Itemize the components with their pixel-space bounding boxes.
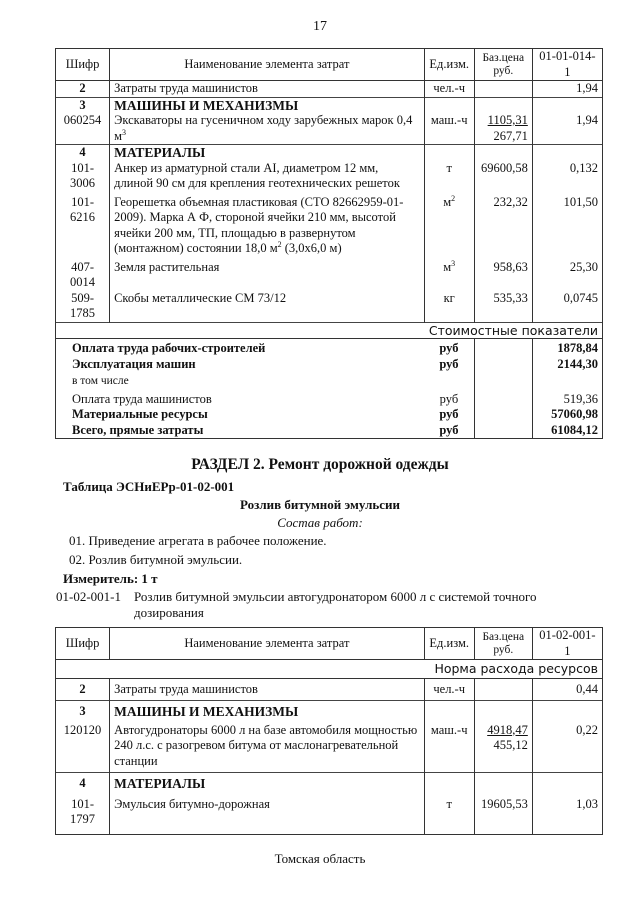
row-code: 407-0014 bbox=[56, 257, 110, 291]
row-code: 101-3006 bbox=[56, 161, 110, 192]
header-name: Наименование элемента затрат bbox=[110, 49, 425, 81]
row-price: 232,32 bbox=[474, 192, 532, 257]
group-code: 4 bbox=[56, 773, 110, 792]
table-row bbox=[56, 773, 603, 792]
group-title: МАТЕРИАЛЫ bbox=[110, 773, 425, 792]
summary-label: Оплата труда машинистов bbox=[56, 390, 425, 408]
unit-text: м bbox=[443, 194, 452, 209]
row-unit: чел.-ч bbox=[424, 679, 474, 701]
work-title: Розлив битумной эмульсии bbox=[240, 497, 400, 512]
superscript: 2 bbox=[451, 193, 456, 203]
row-name-text: Экскаваторы на гусеничном ходу зарубежных марок 0,4 м bbox=[114, 113, 413, 143]
table-row bbox=[56, 113, 603, 145]
norm-note: Норма расхода ресурсов bbox=[56, 660, 603, 679]
group-code: 3 bbox=[56, 97, 110, 113]
row-value: 25,30 bbox=[532, 257, 602, 291]
summary-label: в том числе bbox=[56, 372, 425, 390]
table-row bbox=[56, 257, 603, 291]
operation-item: 02. Розлив битумной эмульсии. bbox=[69, 552, 243, 567]
header-price: Баз.цена руб. bbox=[474, 49, 532, 81]
row-name-text-end: (3,0х6,0 м) bbox=[281, 241, 342, 255]
summary-unit: руб bbox=[424, 357, 474, 373]
row-code: 101-1797 bbox=[56, 792, 110, 835]
header-unit: Ед.изм. bbox=[424, 628, 474, 660]
row-unit bbox=[424, 257, 474, 291]
composition-label: Состав работ: bbox=[277, 515, 363, 530]
summary-unit: руб bbox=[424, 339, 474, 357]
row-name bbox=[110, 113, 425, 145]
table-row bbox=[56, 792, 603, 835]
row-value: 0,44 bbox=[532, 679, 602, 701]
summary-row bbox=[56, 423, 603, 439]
header-name: Наименование элемента затрат bbox=[110, 628, 425, 660]
header-code: Шифр bbox=[56, 49, 110, 81]
summary-row bbox=[56, 390, 603, 408]
summary-label: Всего, прямые затраты bbox=[56, 423, 425, 439]
row-name: Затраты труда машинистов bbox=[110, 679, 425, 701]
table-row bbox=[56, 161, 603, 192]
row-code: 509-1785 bbox=[56, 291, 110, 323]
row-price: 69600,58 bbox=[474, 161, 532, 192]
table-row bbox=[56, 192, 603, 257]
cost-note-row bbox=[56, 322, 603, 339]
row-price: 958,63 bbox=[474, 257, 532, 291]
cost-table-2 bbox=[55, 627, 603, 835]
row-code: 2 bbox=[56, 679, 110, 701]
row-unit bbox=[424, 192, 474, 257]
summary-label: Материальные ресурсы bbox=[56, 407, 425, 423]
row-code: 120120 bbox=[56, 720, 110, 773]
cost-table-1 bbox=[55, 48, 603, 439]
row-value: 0,22 bbox=[532, 720, 602, 773]
group-title: МАШИНЫ И МЕХАНИЗМЫ bbox=[110, 97, 425, 113]
row-code: 060254 bbox=[56, 113, 110, 145]
summary-row bbox=[56, 407, 603, 423]
summary-unit: руб bbox=[424, 390, 474, 408]
row-value: 0,132 bbox=[532, 161, 602, 192]
header-price: Баз.цена руб. bbox=[474, 628, 532, 660]
table-row bbox=[56, 701, 603, 720]
summary-value: 519,36 bbox=[532, 390, 602, 408]
table-header bbox=[56, 628, 603, 660]
row-unit: маш.-ч bbox=[424, 113, 474, 145]
row-code: 2 bbox=[56, 81, 110, 98]
group-title: МАТЕРИАЛЫ bbox=[110, 145, 425, 161]
header-unit: Ед.изм. bbox=[424, 49, 474, 81]
row-price bbox=[474, 113, 532, 145]
footer-region: Томская область bbox=[274, 851, 366, 866]
price-base: 1105,31 bbox=[487, 113, 528, 127]
table-row bbox=[56, 97, 603, 113]
row-name: Анкер из арматурной стали AI, диаметром 12 мм, длиной 90 см для крепления геотехнических решеток bbox=[110, 161, 425, 192]
summary-unit bbox=[424, 372, 474, 390]
superscript: 3 bbox=[451, 258, 456, 268]
price-labor: 455,12 bbox=[493, 738, 528, 752]
summary-row bbox=[56, 372, 603, 390]
table-row bbox=[56, 81, 603, 98]
norm-note-row bbox=[56, 660, 603, 679]
row-value: 1,94 bbox=[532, 113, 602, 145]
row-value: 0,0745 bbox=[532, 291, 602, 323]
row-unit: чел.-ч bbox=[424, 81, 474, 98]
row-unit: т bbox=[424, 792, 474, 835]
summary-value: 61084,12 bbox=[532, 423, 602, 439]
header-norm: 01-01-014-1 bbox=[532, 49, 602, 81]
row-price bbox=[474, 81, 532, 98]
cost-note: Стоимостные показатели bbox=[56, 322, 603, 339]
summary-label: Эксплуатация машин bbox=[56, 357, 425, 373]
superscript: 3 bbox=[122, 127, 127, 137]
row-value: 1,03 bbox=[532, 792, 602, 835]
row-name: Автогудронаторы 6000 л на базе автомобиля мощностью 240 л.с. с разогревом битума от маслонагревательной станции bbox=[110, 720, 425, 773]
page-number: 17 bbox=[313, 19, 327, 34]
row-price: 19605,53 bbox=[474, 792, 532, 835]
table-row bbox=[56, 145, 603, 161]
table-reference: Таблица ЭСНиЕРр-01-02-001 bbox=[63, 479, 235, 494]
row-name-text: Георешетка объемная пластиковая (СТО 82662959-01-2009). Марка А Ф, стороной ячейки 210 мм, высотой ячейки 200 мм, ТП, площадью в развернутом (монтажном) состоянии 18,0 м bbox=[114, 194, 404, 255]
summary-row bbox=[56, 339, 603, 357]
summary-row bbox=[56, 357, 603, 373]
row-code: 101-6216 bbox=[56, 192, 110, 257]
section-title: РАЗДЕЛ 2. Ремонт дорожной одежды bbox=[191, 456, 449, 473]
table-row bbox=[56, 679, 603, 701]
row-name: Скобы металлические СМ 73/12 bbox=[110, 291, 425, 323]
price-base: 4918,47 bbox=[487, 722, 528, 737]
item-description: Розлив битумной эмульсии автогудронатором 6000 л с системой точного дозирования bbox=[134, 589, 537, 620]
row-price bbox=[474, 720, 532, 773]
row-unit: маш.-ч bbox=[424, 720, 474, 773]
price-labor: 267,71 bbox=[493, 128, 528, 143]
table-header bbox=[56, 49, 603, 81]
summary-value: 57060,98 bbox=[532, 407, 602, 423]
summary-unit: руб bbox=[424, 407, 474, 423]
row-name: Эмульсия битумно-дорожная bbox=[110, 792, 425, 835]
unit-text: м bbox=[443, 259, 452, 274]
row-name: Георешетка объемная пластиковая (СТО 82662959-01-2009). Марка А Ф, стороной ячейки 210 мм, высотой ячейки 200 мм, ТП, площадью в развернутом (монтажном) состоянии 18,0 $м^2$ (3,0х6,0 м) bbox=[110, 192, 425, 257]
table-row bbox=[56, 720, 603, 773]
summary-value bbox=[532, 372, 602, 390]
group-code: 3 bbox=[56, 701, 110, 720]
row-value: 101,50 bbox=[532, 192, 602, 257]
summary-unit: руб bbox=[424, 423, 474, 439]
item-code: 01-02-001-1 bbox=[56, 589, 121, 604]
group-code: 4 bbox=[56, 145, 110, 161]
header-norm: 01-02-001-1 bbox=[532, 628, 602, 660]
summary-value: 2144,30 bbox=[532, 357, 602, 373]
row-price: 535,33 bbox=[474, 291, 532, 323]
summary-value: 1878,84 bbox=[532, 339, 602, 357]
summary-label: Оплата труда рабочих-строителей bbox=[56, 339, 425, 357]
group-title: МАШИНЫ И МЕХАНИЗМЫ bbox=[110, 701, 425, 720]
table-row bbox=[56, 291, 603, 323]
row-name: Земля растительная bbox=[110, 257, 425, 291]
row-unit: т bbox=[424, 161, 474, 192]
row-price bbox=[474, 679, 532, 701]
header-code: Шифр bbox=[56, 628, 110, 660]
row-unit: кг bbox=[424, 291, 474, 323]
row-name: Затраты труда машинистов bbox=[110, 81, 425, 98]
operation-item: 01. Приведение агрегата в рабочее положение. bbox=[69, 533, 327, 548]
row-value: 1,94 bbox=[532, 81, 602, 98]
measure-unit: Измеритель: 1 т bbox=[63, 571, 158, 586]
